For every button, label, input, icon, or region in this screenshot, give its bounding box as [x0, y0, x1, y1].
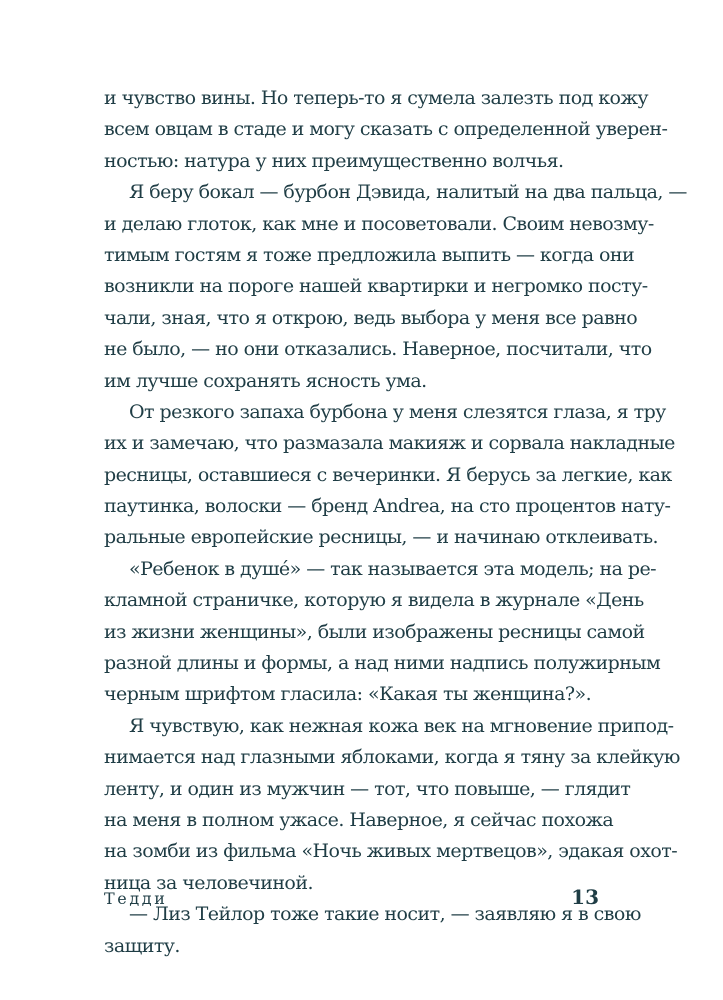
text-line: им лучше сохранять ясность ума. — [104, 369, 427, 392]
text-line: черным шрифтом гласила: «Какая ты женщина?». — [104, 683, 592, 706]
text-line: защиту. — [104, 934, 180, 957]
text-line: Я чувствую, как нежная кожа век на мгновение припод- — [129, 714, 674, 737]
body-text — [104, 83, 687, 962]
text-line: чали, зная, что я открою, ведь выбора у меня все равно — [104, 306, 638, 329]
text-line: и делаю глоток, как мне и посоветовали. Своим невозму- — [104, 212, 654, 235]
text-line: и чувство вины. Но теперь-то я сумела залезть под кожу — [104, 87, 649, 109]
text-line: разной длины и формы, а над ними надпись полужирным — [104, 652, 661, 675]
text-line: От резкого запаха бурбона у меня слезятся глаза, я тру — [129, 400, 666, 423]
text-line: их и замечаю, что размазала макияж и сорвала накладные — [104, 432, 675, 455]
text-line: нимается над глазными яблоками, когда я тяну за клейкую — [104, 746, 680, 769]
running-title: Тедди — [104, 889, 168, 908]
text-line: всем овцам в стаде и могу сказать с определенной уверен- — [104, 118, 668, 141]
text-line: ница за человечиной. — [104, 871, 313, 894]
text-line: Я беру бокал — бурбон Дэвида, налитый на два пальца, — — [129, 181, 687, 204]
text-line: на зомби из фильма «Ночь живых мертвецов», эдакая охот- — [104, 840, 678, 863]
text-line: возникли на пороге нашей квартирки и негромко посту- — [104, 275, 648, 298]
text-line: «Ребенок в душе́» — так называется эта модель; на ре- — [129, 557, 657, 580]
text-line: не было, — но они отказались. Наверное, посчитали, что — [104, 338, 652, 361]
text-line: кламной страничке, которую я видела в журнале «День — [104, 589, 644, 612]
text-line: ленту, и один из мужчин — тот, что повыше, — глядит — [104, 777, 631, 800]
page-number: 13 — [571, 885, 599, 909]
text-line: — Лиз Тейлор тоже такие носит, — заявляю я в свою — [129, 903, 641, 926]
text-line: на меня в полном ужасе. Наверное, я сейчас похожа — [104, 808, 614, 831]
text-line: ностью: натура у них преимущественно волчья. — [104, 149, 564, 172]
text-line: ресницы, оставшиеся с вечеринки. Я берусь за легкие, как — [104, 463, 672, 486]
text-line: тимым гостям я тоже предложила выпить — когда они — [104, 243, 635, 266]
text-line: из жизни женщины», были изображены ресницы самой — [104, 620, 645, 643]
text-line: паутинка, волоски — бренд Andrea, на сто процентов нату- — [104, 495, 671, 518]
text-line: ральные европейские ресницы, — и начинаю отклеивать. — [104, 526, 658, 549]
